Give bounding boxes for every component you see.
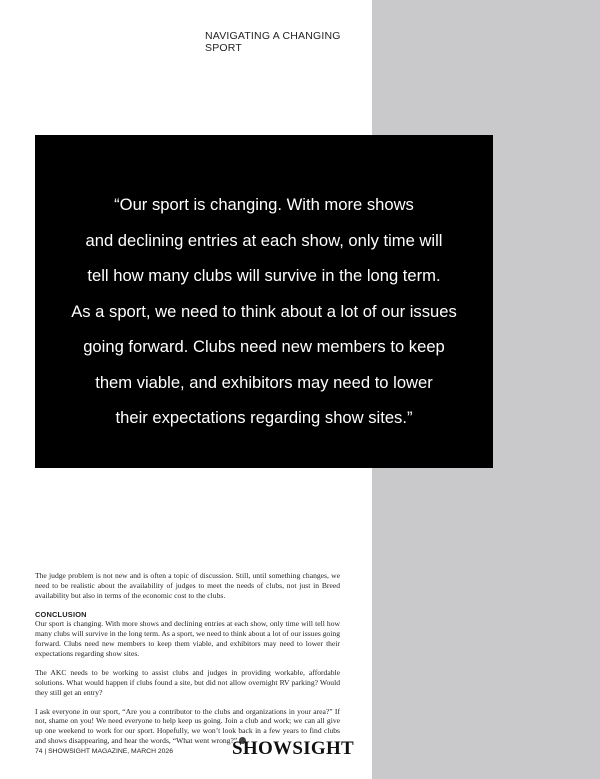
body-paragraph: The judge problem is not new and is often a topic of discussion. Still, until something changes, we need to be realistic about the availability of judges to meet the needs of clubs, not just in Breed availability but also in terms of the economic cost to the clubs.	[35, 571, 340, 600]
body-paragraph: The AKC needs to be working to assist clubs and judges in providing workable, affordable solutions. What would happen if clubs found a site, but did not allow overnight RV parking? Would they still get an entry?	[35, 667, 340, 697]
pull-quote-line: their expectations regarding show sites.”	[115, 408, 413, 427]
pull-quote-line: “Our sport is changing. With more shows	[114, 195, 414, 214]
conclusion-heading: CONCLUSION	[35, 609, 87, 619]
article-body	[35, 571, 340, 755]
pull-quote-line: them viable, and exhibitors may need to lower	[95, 372, 433, 392]
magazine-logo: SHOWSIGHT	[232, 738, 355, 759]
pull-quote-line: As a sport, we need to think about a lot of our issues	[71, 301, 457, 321]
closing-paragraph-text: I ask everyone in our sport, “Are you a contributor to the clubs and organizations in your area?” If not, shame on you! We need everyone to help keep us going. Join a club and work; we can all give up one weekend to work for our sport. Hopefully, we won’t look back in a few years to find clubs and shows disappearing, and hear the words, “What went wrong?”	[35, 706, 340, 746]
pull-quote-text	[35, 187, 493, 436]
section-label: NAVIGATING A CHANGING SPORT	[205, 30, 341, 54]
pull-quote-line: tell how many clubs will survive in the long term.	[87, 266, 441, 285]
pull-quote-box	[35, 135, 493, 468]
body-paragraph: Our sport is changing. With more shows and declining entries at each show, only time will tell how many clubs will survive in the long term. As a sport, we need to think about a lot of our issues going forward. Clubs need new members to keep them viable, and exhibitors may need to lower their expectations regarding show sites.	[35, 619, 340, 658]
pull-quote-line: going forward. Clubs need new members to keep	[83, 337, 445, 356]
page-folio: 74 | SHOWSIGHT MAGAZINE, MARCH 2026	[35, 748, 173, 755]
pull-quote-line: and declining entries at each show, only time will	[85, 230, 443, 250]
